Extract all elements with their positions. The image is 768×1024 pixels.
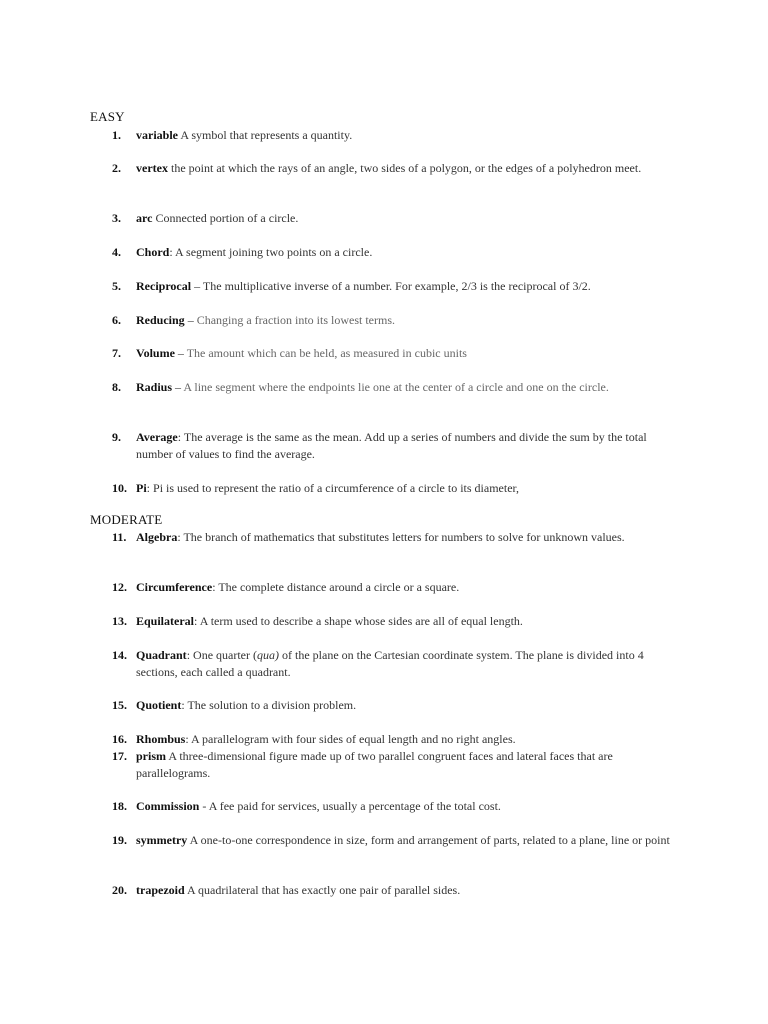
item-definition: A parallelogram with four sides of equal length and no right angles. [191,732,516,746]
item-definition: A symbol that represents a quantity. [180,128,353,142]
item-number: 5. [112,279,121,293]
item-definition: A line segment where the endpoints lie one at the center of a circle and one on the circle. [183,380,609,394]
list-item [112,697,682,714]
list-item [112,480,682,497]
item-term: vertex [136,161,168,175]
list-item [112,529,682,546]
item-term: Chord [136,245,170,259]
item-separator: : [177,430,184,444]
list-item [112,429,682,463]
item-definition: A segment joining two points on a circle. [175,245,373,259]
item-definition: The complete distance around a circle or a square. [218,580,460,594]
item-number: 8. [112,380,121,394]
item-term: trapezoid [136,883,185,897]
item-number: 15. [112,698,127,712]
item-term: Average [136,430,178,444]
item-separator: : [186,648,194,662]
list-item [112,882,682,899]
item-separator: : [212,580,219,594]
item-number: 13. [112,614,127,628]
list-item [112,312,682,329]
item-number: 4. [112,245,121,259]
list-item [112,613,682,630]
section-title-easy: EASY [90,109,125,124]
list-item [112,244,682,261]
item-separator: – [184,313,197,327]
item-definition: The amount which can be held, as measured in cubic units [186,346,467,360]
item-separator: : [185,732,192,746]
item-number: 1. [112,128,121,142]
item-term: Equilateral [136,614,195,628]
item-number: 6. [112,313,121,327]
list-item [112,647,682,681]
item-separator: – [174,346,187,360]
item-separator: : [194,614,200,628]
section-title-moderate: MODERATE [90,512,163,527]
item-definition: A one-to-one correspondence in size, form and arrangement of parts, related to a plane, line or point [189,833,670,847]
item-definition: Pi is used to represent the ratio of a circumference of a circle to its diameter, [153,481,520,495]
list-item [112,160,682,177]
item-definition: The branch of mathematics that substitutes letters for numbers to solve for unknown values. [183,530,625,544]
item-term: Commission [136,799,200,813]
item-number: 12. [112,580,127,594]
list-item [112,748,682,782]
item-term: variable [136,128,178,142]
item-term: Volume [136,346,175,360]
list-item [112,345,682,362]
item-definition: A three-dimensional figure made up of two parallel congruent faces and lateral faces that are parallelograms. [136,749,613,780]
item-term: Quadrant [136,648,187,662]
list-item [112,832,682,849]
list-item [112,127,682,144]
item-definition: Changing a fraction into its lowest terms. [196,313,395,327]
list-item [112,379,682,396]
item-separator: : [177,530,184,544]
item-number: 18. [112,799,127,813]
item-separator: - [199,799,209,813]
item-term: Reducing [136,313,185,327]
item-definition: The solution to a division problem. [187,698,357,712]
item-number: 3. [112,211,121,225]
item-term: Quotient [136,698,182,712]
item-definition: the point at which the rays of an angle, two sides of a polygon, or the edges of a polyhedron meet. [170,161,642,175]
item-separator: : [169,245,176,259]
item-number: 10. [112,481,127,495]
item-separator: – [191,279,203,293]
item-term: Circumference [136,580,213,594]
item-number: 11. [112,530,127,544]
list-item [112,731,682,748]
item-number: 20. [112,883,127,897]
item-number: 16. [112,732,127,746]
item-definition: Connected portion of a circle. [155,211,299,225]
item-term: symmetry [136,833,188,847]
item-number: 14. [112,648,127,662]
item-term: Reciprocal [136,279,192,293]
item-term: Radius [136,380,173,394]
item-definition: A fee paid for services, usually a percentage of the total cost. [208,799,501,813]
item-definition: A term used to describe a shape whose sides are all of equal length. [199,614,523,628]
item-separator: : [181,698,188,712]
item-definition: The multiplicative inverse of a number. For example, 2/3 is the reciprocal of 3/2. [202,279,591,293]
item-definition-start: One quarter ( [193,648,257,662]
item-term: prism [136,749,166,763]
item-number: 9. [112,430,121,444]
item-term: Rhombus [136,732,186,746]
list-item [112,278,682,295]
item-number: 17. [112,749,127,763]
item-number: 2. [112,161,121,175]
item-separator: – [172,380,184,394]
item-definition-italic: qua) [257,648,279,662]
item-term: Algebra [136,530,178,544]
item-term: Pi [136,481,147,495]
item-separator: : [146,481,154,495]
list-item [112,579,682,596]
item-definition-end: of the plane on the Cartesian coordinate system. The plane is divided into 4 sections, each called a quadrant. [136,648,644,679]
list-item [112,798,682,815]
item-definition: The average is the same as the mean. Add up a series of numbers and divide the sum by the total number of values to find the average. [136,430,647,461]
item-definition: A quadrilateral that has exactly one pair of parallel sides. [187,883,461,897]
list-item [112,210,682,227]
item-number: 19. [112,833,127,847]
item-number: 7. [112,346,121,360]
item-term: arc [136,211,153,225]
